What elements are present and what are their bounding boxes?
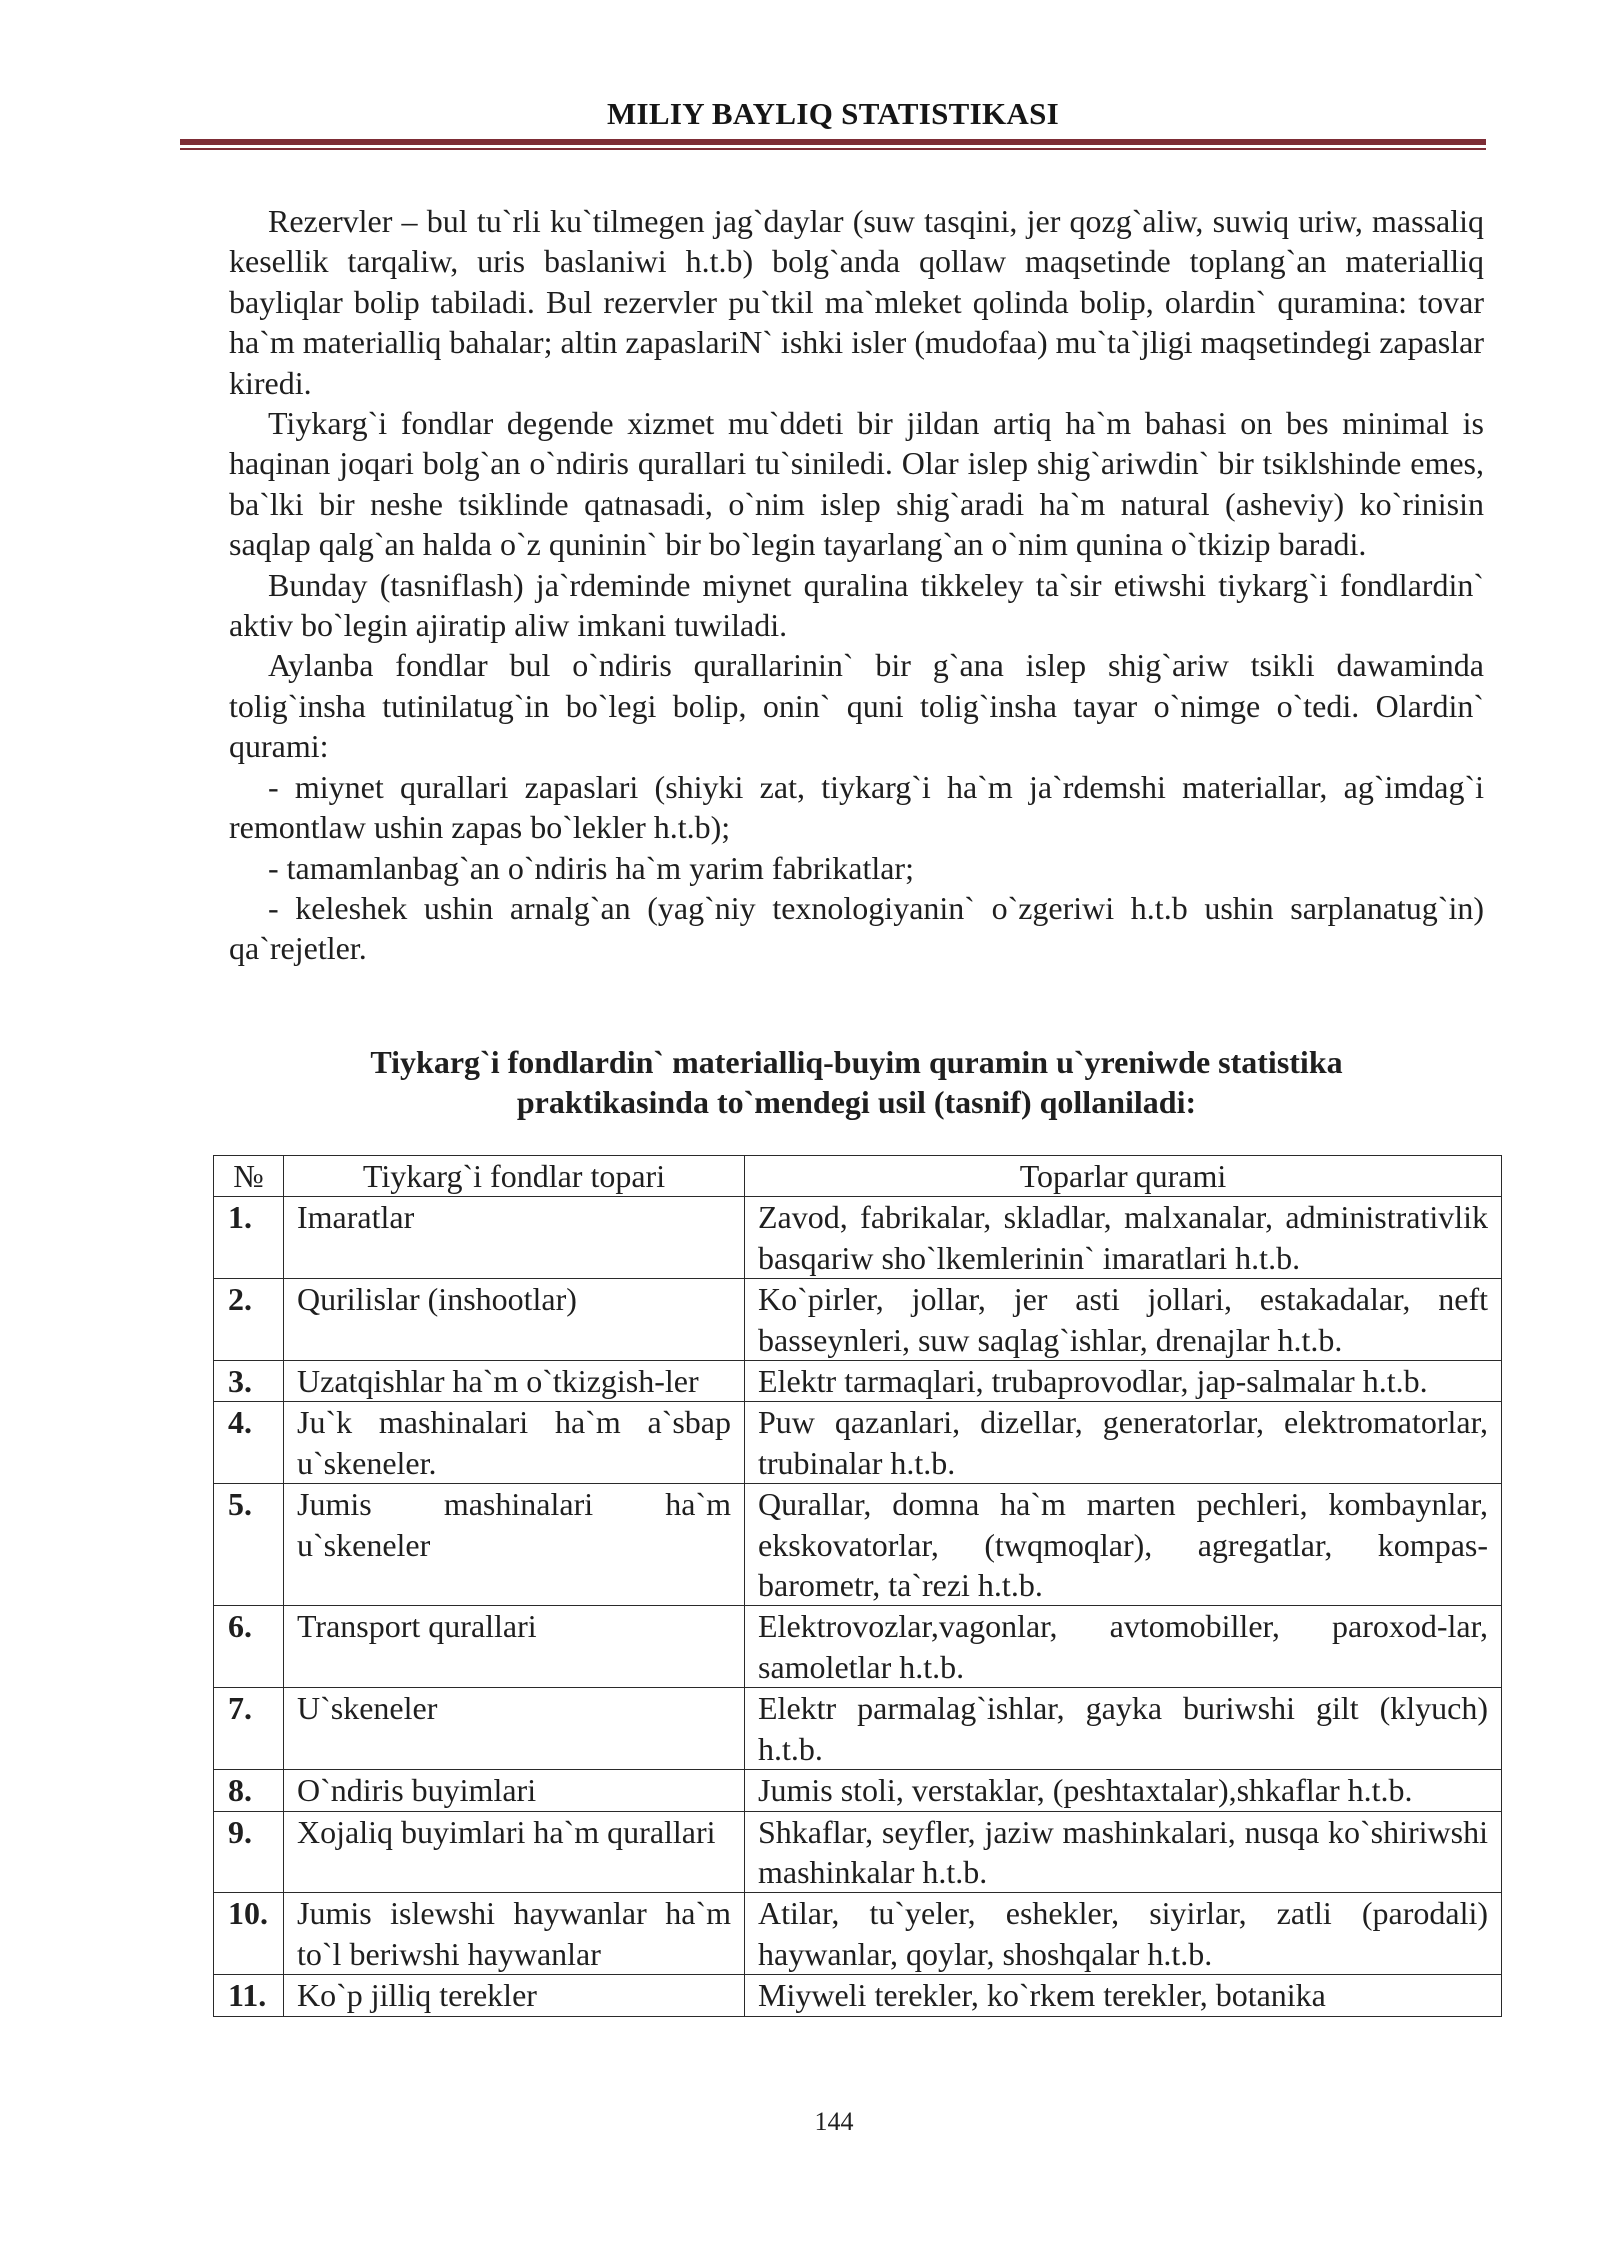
paragraph-rezervler: Rezervler – bul tu`rli ku`tilmegen jag`daylar (suw tasqini, jer qozg`aliw, suwiq uriw, massaliq kesellik tarqaliw, uris baslaniwi h.t.b) bolg`anda qollaw maqsetinde toplang`an materialliq bayliqlar bolip tabiladi. Bul rezervler pu`tkil ma`mleket qolinda bolip, olardin` quramina: tovar ha`m materialliq bahalar; altin zapaslariN` ishki isler (mudofaa) mu`ta`jligi maqsetindegi zapaslar kiredi. xyxy=(229,203,1484,401)
row-group-composition: Shkaflar, seyfler, jaziw mashinkalari, nusqa ko`shiriwshi mashinkalar h.t.b. xyxy=(745,1811,1502,1893)
row-number: 10. xyxy=(214,1893,284,1975)
table-row xyxy=(214,1770,1502,1811)
paragraph-bunday: Bunday (tasniflash) ja`rdeminde miynet quralina tikkeley ta`sir etiwshi tiykarg`i fondlardin` aktiv bo`legin ajiratip aliw imkani tuwiladi. xyxy=(229,566,1484,644)
table-heading xyxy=(229,1042,1484,1122)
row-number: 3. xyxy=(214,1361,284,1402)
table-row xyxy=(214,1484,1502,1606)
row-group-composition: Zavod, fabrikalar, skladlar, malxanalar, administrativlik basqariw sho`lkemlerinin` imaratlari h.t.b. xyxy=(745,1197,1502,1279)
table-row xyxy=(214,1975,1502,2016)
row-number: 8. xyxy=(214,1770,284,1811)
row-group-composition: Qurallar, domna ha`m marten pechleri, kombaynlar, ekskovatorlar, (twqmoqlar), agregatlar, kompas-barometr, ta`rezi h.t.b. xyxy=(745,1484,1502,1606)
page-number: 144 xyxy=(814,2107,854,2136)
body-text xyxy=(229,201,1484,969)
row-fund-group: O`ndiris buyimlari xyxy=(284,1770,745,1811)
fixed-assets-table xyxy=(213,1155,1502,2017)
column-header-number: № xyxy=(214,1156,284,1197)
row-group-composition: Atilar, tu`yeler, eshekler, siyirlar, zatli (parodali) haywanlar, qoylar, shoshqalar h.t.b. xyxy=(745,1893,1502,1975)
column-header-group-composition: Toparlar qurami xyxy=(745,1156,1502,1197)
row-fund-group: Ju`k mashinalari ha`m a`sbap u`skeneler. xyxy=(284,1402,745,1484)
table-row xyxy=(214,1606,1502,1688)
page-header-title: MILIY BAYLIQ STATISTIKASI xyxy=(607,96,1059,131)
paragraph-tiykargi-fondlar: Tiykarg`i fondlar degende xizmet mu`ddeti bir jildan artiq ha`m bahasi on bes minimal is haqinan joqari bolg`an o`ndiris qurallari tu`siniledi. Olar islep shig`ariwdin` bir tsiklshinde emes, ba`lki bir neshe tsiklinde qatnasadi, o`nim islep shig`aradi ha`m natural (asheviy) ko`rinisin saqlap qalg`an halda o`z quninin` bir bo`legin tayarlang`an o`nim qunina o`tkizip baradi. xyxy=(229,405,1484,563)
row-group-composition: Puw qazanlari, dizellar, generatorlar, elektromatorlar, trubinalar h.t.b. xyxy=(745,1402,1502,1484)
row-fund-group: Jumis islewshi haywanlar ha`m to`l beriwshi haywanlar xyxy=(284,1893,745,1975)
row-fund-group: Jumis mashinalari ha`m u`skeneler xyxy=(284,1484,745,1606)
row-number: 6. xyxy=(214,1606,284,1688)
row-fund-group: Xojaliq buyimlari ha`m qurallari xyxy=(284,1811,745,1893)
table-heading-line-2: praktikasinda to`mendegi usil (tasnif) qollaniladi: xyxy=(516,1084,1197,1120)
table-header-row xyxy=(214,1156,1502,1197)
table-row xyxy=(214,1811,1502,1893)
row-group-composition: Elektrovozlar,vagonlar, avtomobiller, paroxod-lar, samoletlar h.t.b. xyxy=(745,1606,1502,1688)
table-row xyxy=(214,1688,1502,1770)
row-number: 11. xyxy=(214,1975,284,2016)
row-group-composition: Elektr tarmaqlari, trubaprovodlar, jap-salmalar h.t.b. xyxy=(745,1361,1502,1402)
row-number: 7. xyxy=(214,1688,284,1770)
row-fund-group: Ko`p jilliq terekler xyxy=(284,1975,745,2016)
row-number: 9. xyxy=(214,1811,284,1893)
table-row xyxy=(214,1197,1502,1279)
list-item-tamamlanbagan: - tamamlanbag`an o`ndiris ha`m yarim fabrikatlar; xyxy=(268,849,914,886)
row-fund-group: Qurilislar (inshootlar) xyxy=(284,1279,745,1361)
row-group-composition: Elektr parmalag`ishlar, gayka buriwshi gilt (klyuch) h.t.b. xyxy=(745,1688,1502,1770)
column-header-fund-group: Tiykarg`i fondlar topari xyxy=(284,1156,745,1197)
paragraph-aylanba-fondlar: Aylanba fondlar bul o`ndiris qurallarinin` bir g`ana islep shig`ariw tsikli dawaminda tolig`insha tutinilatug`in bo`legi bolip, onin` quni tolig`insha tayar o`nimge o`tedi. Olardin` qurami: xyxy=(229,647,1484,765)
table-row xyxy=(214,1402,1502,1484)
list-item-keleshek: - keleshek ushin arnalg`an (yag`niy texnologiyanin` o`zgeriwi h.t.b ushin sarplanatug`in) qa`rejetler. xyxy=(229,889,1484,967)
row-number: 5. xyxy=(214,1484,284,1606)
row-number: 2. xyxy=(214,1279,284,1361)
table-heading-line-1: Tiykarg`i fondlardin` materialliq-buyim quramin u`yreniwde statistika xyxy=(370,1044,1343,1080)
header-rule-thin xyxy=(180,148,1486,150)
row-fund-group: Transport qurallari xyxy=(284,1606,745,1688)
table-row xyxy=(214,1361,1502,1402)
list-item-miynet-qurallari: - miynet qurallari zapaslari (shiyki zat, tiykarg`i ha`m ja`rdemshi materiallar, ag`imdag`i remontlaw ushin zapas bo`lekler h.t.b); xyxy=(229,768,1484,846)
row-fund-group: U`skeneler xyxy=(284,1688,745,1770)
table-row xyxy=(214,1279,1502,1361)
row-number: 4. xyxy=(214,1402,284,1484)
row-group-composition: Jumis stoli, verstaklar, (peshtaxtalar),shkaflar h.t.b. xyxy=(745,1770,1502,1811)
row-fund-group: Uzatqishlar ha`m o`tkizgish-ler xyxy=(284,1361,745,1402)
header-rule xyxy=(180,139,1486,145)
row-group-composition: Ko`pirler, jollar, jer asti jollari, estakadalar, neft basseynleri, suw saqlag`ishlar, drenajlar h.t.b. xyxy=(745,1279,1502,1361)
row-fund-group: Imaratlar xyxy=(284,1197,745,1279)
row-group-composition: Miyweli terekler, ko`rkem terekler, botanika xyxy=(745,1975,1502,2016)
row-number: 1. xyxy=(214,1197,284,1279)
table-row xyxy=(214,1893,1502,1975)
